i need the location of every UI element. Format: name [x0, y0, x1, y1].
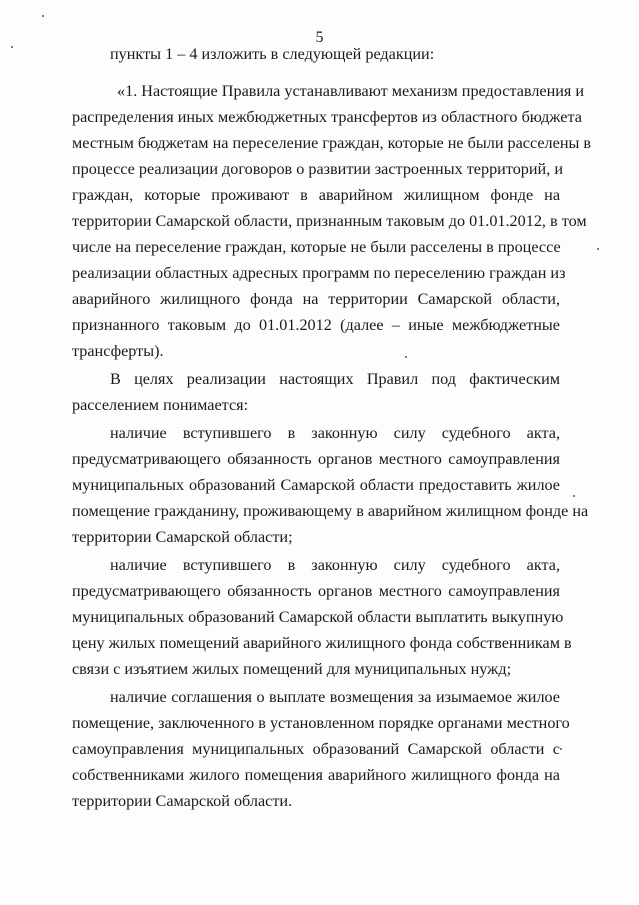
paragraph-5-line-1: наличие соглашения о выплате возмещения за изымаемое жилое	[110, 688, 560, 706]
paragraph-3-line-4: помещение гражданину, проживающему в аварийном жилищном фонде на	[72, 502, 589, 520]
scan-speck	[405, 356, 407, 358]
paragraph-1-line-2: распределения иных межбюджетных трансфертов из областного бюджета	[72, 108, 582, 126]
paragraph-5-line-4: собственниками жилого помещения аварийного жилищного фонда на	[72, 766, 560, 784]
paragraph-3-line-5: территории Самарской области;	[72, 528, 293, 546]
paragraph-1-line-6: территории Самарской области, признанным таковым до 01.01.2012, в том	[72, 212, 587, 230]
paragraph-1-line-9: аварийного жилищного фонда на территории Самарской области,	[72, 290, 560, 308]
scan-speck	[573, 495, 575, 497]
scan-speck	[11, 46, 13, 48]
paragraph-5-line-3: самоуправления муниципальных образований Самарской области с	[72, 740, 560, 758]
paragraph-5-line-2: помещение, заключенного в установленном порядке органами местного	[72, 714, 570, 732]
paragraph-1-line-1: «1. Настоящие Правила устанавливают механизм предоставления и	[117, 82, 585, 100]
paragraph-2-line-1: В целях реализации настоящих Правил под фактическим	[110, 370, 560, 388]
paragraph-1-line-5: граждан, которые проживают в аварийном жилищном фонде на	[72, 186, 560, 204]
paragraph-3-line-2: предусматривающего обязанность органов местного самоуправления	[72, 450, 560, 468]
paragraph-1-line-3: местным бюджетам на переселение граждан, которые не были расселены в	[72, 134, 592, 152]
paragraph-1-line-10: признанного таковым до 01.01.2012 (далее – иные межбюджетные	[72, 316, 560, 334]
scan-speck	[560, 748, 562, 750]
paragraph-4-line-4: цену жилых помещений аварийного жилищного фонда собственникам в	[72, 634, 572, 652]
paragraph-4-line-5: связи с изъятием жилых помещений для муниципальных нужд;	[72, 660, 512, 678]
page-number: 5	[315, 29, 324, 46]
paragraph-4-line-3: муниципальных образований Самарской области выплатить выкупную	[72, 608, 564, 626]
paragraph-4-line-2: предусматривающего обязанность органов местного самоуправления	[72, 582, 560, 600]
paragraph-5-line-5: территории Самарской области.	[72, 792, 293, 810]
paragraph-1-line-4: процессе реализации договоров о развитии застроенных территорий, и	[72, 160, 563, 178]
paragraph-1-line-7: числе на переселение граждан, которые не были расселены в процессе	[72, 238, 561, 256]
scan-speck	[597, 248, 599, 250]
paragraph-4-line-1: наличие вступившего в законную силу судебного акта,	[110, 556, 560, 574]
paragraph-3-line-3: муниципальных образований Самарской области предоставить жилое	[72, 476, 560, 494]
paragraph-1-line-8: реализации областных адресных программ по переселению граждан из	[72, 264, 566, 282]
paragraph-2-line-2: расселением понимается:	[72, 396, 249, 414]
paragraph-3-line-1: наличие вступившего в законную силу судебного акта,	[110, 424, 560, 442]
intro-line: пункты 1 – 4 изложить в следующей редакции:	[110, 45, 435, 63]
scan-speck	[42, 15, 44, 17]
paragraph-1-line-11: трансферты).	[72, 342, 164, 360]
